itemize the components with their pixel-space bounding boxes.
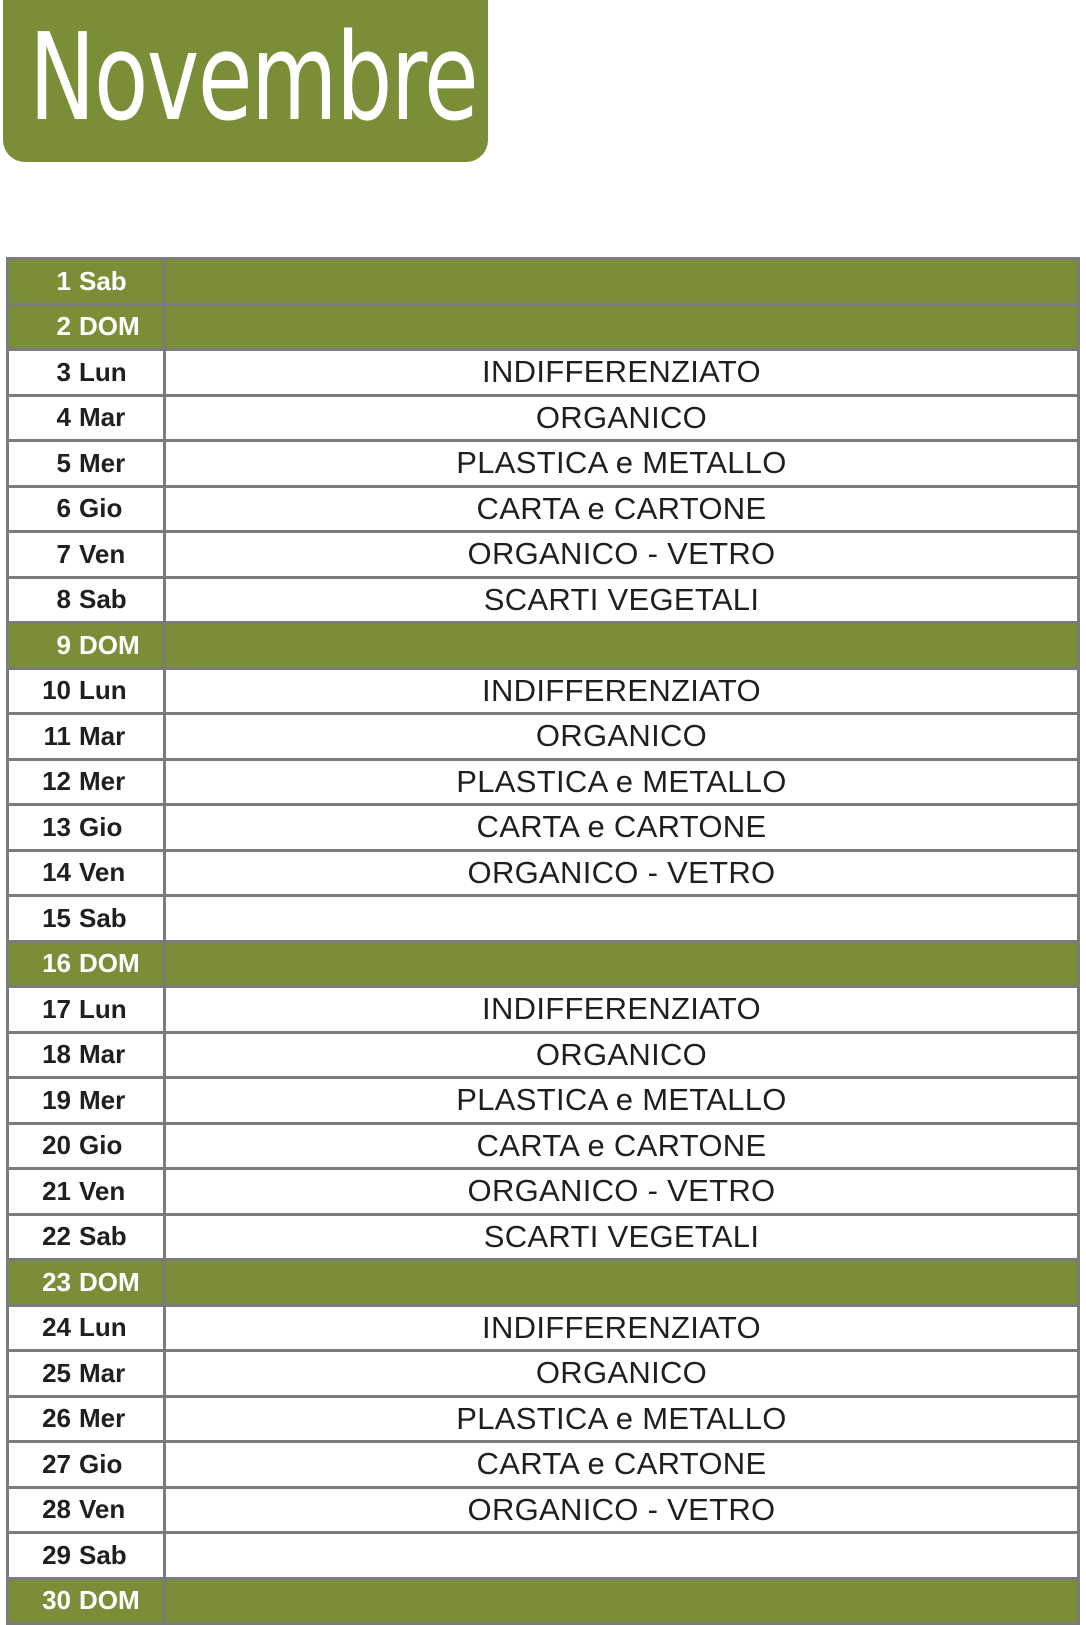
schedule-row (8, 941, 1079, 987)
day-cell (8, 759, 165, 805)
collection-schedule-table (6, 257, 1080, 1625)
collection-type-cell: SCARTI VEGETALI (165, 577, 1079, 623)
collection-type-cell: PLASTICA e METALLO (165, 1396, 1079, 1442)
day-cell (8, 441, 165, 487)
day-number: 13 (42, 811, 71, 842)
day-number: 1 (56, 265, 71, 296)
weekday-label: Sab (79, 902, 127, 933)
collection-type-cell: CARTA e CARTONE (165, 1123, 1079, 1169)
collection-type-cell (165, 1533, 1079, 1579)
day-cell (8, 350, 165, 396)
schedule-row (8, 532, 1079, 578)
day-cell (8, 259, 165, 305)
day-number: 3 (56, 356, 71, 387)
collection-type-cell (165, 1260, 1079, 1306)
weekday-label: Ven (79, 1494, 126, 1525)
day-cell (8, 941, 165, 987)
collection-type-cell: INDIFFERENZIATO (165, 987, 1079, 1033)
day-cell (8, 1032, 165, 1078)
weekday-label: DOM (79, 311, 140, 342)
weekday-label: Gio (79, 493, 123, 524)
day-cell (8, 1533, 165, 1579)
weekday-label: DOM (79, 1266, 140, 1297)
day-number: 8 (56, 584, 71, 615)
day-number: 15 (42, 902, 71, 933)
collection-type-cell (165, 623, 1079, 669)
day-number: 11 (43, 720, 71, 751)
day-cell (8, 532, 165, 578)
day-number: 4 (56, 402, 71, 433)
weekday-label: Gio (79, 1448, 123, 1479)
schedule-row (8, 1214, 1079, 1260)
weekday-label: Sab (79, 584, 127, 615)
schedule-row (8, 350, 1079, 396)
day-cell (8, 1123, 165, 1169)
collection-type-cell: SCARTI VEGETALI (165, 1214, 1079, 1260)
collection-type-cell: ORGANICO - VETRO (165, 1487, 1079, 1533)
day-cell (8, 668, 165, 714)
collection-type-cell (165, 896, 1079, 942)
day-number: 14 (42, 857, 71, 888)
collection-type-cell (165, 1578, 1079, 1624)
weekday-label: Mer (79, 447, 126, 478)
collection-type-cell: PLASTICA e METALLO (165, 441, 1079, 487)
schedule-row (8, 850, 1079, 896)
weekday-label: Lun (79, 356, 127, 387)
day-number: 22 (42, 1221, 71, 1252)
day-cell (8, 395, 165, 441)
day-number: 6 (56, 493, 71, 524)
day-number: 23 (42, 1266, 71, 1297)
day-cell (8, 1305, 165, 1351)
weekday-label: Lun (79, 1312, 127, 1343)
day-number: 21 (42, 1175, 71, 1206)
weekday-label: Mar (79, 1357, 126, 1388)
day-cell (8, 577, 165, 623)
schedule-row (8, 1260, 1079, 1306)
collection-type-cell: INDIFFERENZIATO (165, 1305, 1079, 1351)
schedule-row (8, 1351, 1079, 1397)
schedule-row (8, 759, 1079, 805)
day-cell (8, 1169, 165, 1215)
day-number: 30 (42, 1585, 71, 1616)
collection-type-cell: INDIFFERENZIATO (165, 350, 1079, 396)
schedule-row (8, 1442, 1079, 1488)
day-cell (8, 987, 165, 1033)
collection-type-cell: CARTA e CARTONE (165, 486, 1079, 532)
schedule-row (8, 714, 1079, 760)
weekday-label: Lun (79, 993, 127, 1024)
collection-type-cell: ORGANICO (165, 395, 1079, 441)
day-cell (8, 896, 165, 942)
weekday-label: Mer (79, 766, 126, 797)
day-number: 28 (42, 1494, 71, 1525)
weekday-label: Ven (79, 538, 126, 569)
day-cell (8, 714, 165, 760)
schedule-row (8, 304, 1079, 350)
schedule-row (8, 1305, 1079, 1351)
day-number: 24 (42, 1312, 71, 1343)
collection-type-cell: PLASTICA e METALLO (165, 1078, 1079, 1124)
day-number: 16 (42, 948, 71, 979)
day-number: 17 (42, 993, 71, 1024)
day-cell (8, 1487, 165, 1533)
day-cell (8, 1078, 165, 1124)
schedule-row (8, 668, 1079, 714)
collection-type-cell (165, 259, 1079, 305)
day-number: 19 (42, 1084, 71, 1115)
collection-type-cell: ORGANICO (165, 714, 1079, 760)
day-number: 7 (56, 538, 71, 569)
weekday-label: Gio (79, 1130, 123, 1161)
day-number: 25 (42, 1357, 71, 1388)
day-number: 2 (56, 311, 71, 342)
collection-type-cell: PLASTICA e METALLO (165, 759, 1079, 805)
day-cell (8, 304, 165, 350)
day-cell (8, 486, 165, 532)
collection-type-cell: ORGANICO - VETRO (165, 1169, 1079, 1215)
collection-type-cell: INDIFFERENZIATO (165, 668, 1079, 714)
weekday-label: Ven (79, 1175, 126, 1206)
day-cell (8, 805, 165, 851)
weekday-label: DOM (79, 948, 140, 979)
day-cell (8, 1578, 165, 1624)
schedule-row (8, 987, 1079, 1033)
collection-type-cell: CARTA e CARTONE (165, 1442, 1079, 1488)
collection-type-cell: ORGANICO (165, 1032, 1079, 1078)
schedule-row (8, 1169, 1079, 1215)
day-cell (8, 1260, 165, 1306)
schedule-row (8, 623, 1079, 669)
schedule-row (8, 1123, 1079, 1169)
schedule-row (8, 896, 1079, 942)
day-cell (8, 1214, 165, 1260)
day-number: 26 (42, 1403, 71, 1434)
collection-type-cell (165, 941, 1079, 987)
weekday-label: DOM (79, 1585, 140, 1616)
weekday-label: Sab (79, 1539, 127, 1570)
schedule-row (8, 1533, 1079, 1579)
schedule-row (8, 395, 1079, 441)
schedule-row (8, 805, 1079, 851)
day-number: 5 (56, 447, 71, 478)
schedule-row (8, 577, 1079, 623)
weekday-label: Gio (79, 811, 123, 842)
schedule-row (8, 1078, 1079, 1124)
day-number: 12 (42, 766, 71, 797)
collection-type-cell: ORGANICO - VETRO (165, 850, 1079, 896)
day-cell (8, 850, 165, 896)
day-number: 27 (42, 1448, 71, 1479)
day-cell (8, 1396, 165, 1442)
schedule-row (8, 259, 1079, 305)
collection-type-cell: ORGANICO - VETRO (165, 532, 1079, 578)
schedule-row (8, 1396, 1079, 1442)
schedule-body (8, 259, 1079, 1624)
weekday-label: DOM (79, 629, 140, 660)
weekday-label: Lun (79, 675, 127, 706)
schedule-row (8, 1487, 1079, 1533)
weekday-label: Mer (79, 1084, 126, 1115)
day-cell (8, 623, 165, 669)
weekday-label: Mar (79, 720, 126, 751)
weekday-label: Sab (79, 1221, 127, 1252)
collection-type-cell: CARTA e CARTONE (165, 805, 1079, 851)
day-cell (8, 1351, 165, 1397)
collection-type-cell (165, 304, 1079, 350)
month-title: Novembre (29, 9, 478, 148)
weekday-label: Mar (79, 1039, 126, 1070)
schedule-row (8, 1032, 1079, 1078)
day-number: 10 (42, 675, 71, 706)
month-title-banner (3, 0, 488, 162)
weekday-label: Sab (79, 265, 127, 296)
collection-type-cell: ORGANICO (165, 1351, 1079, 1397)
schedule-row (8, 441, 1079, 487)
weekday-label: Mer (79, 1403, 126, 1434)
day-cell (8, 1442, 165, 1488)
schedule-row (8, 486, 1079, 532)
weekday-label: Ven (79, 857, 126, 888)
weekday-label: Mar (79, 402, 126, 433)
day-number: 18 (42, 1039, 71, 1070)
day-number: 29 (42, 1539, 71, 1570)
schedule-row (8, 1578, 1079, 1624)
day-number: 9 (56, 629, 71, 660)
day-number: 20 (42, 1130, 71, 1161)
